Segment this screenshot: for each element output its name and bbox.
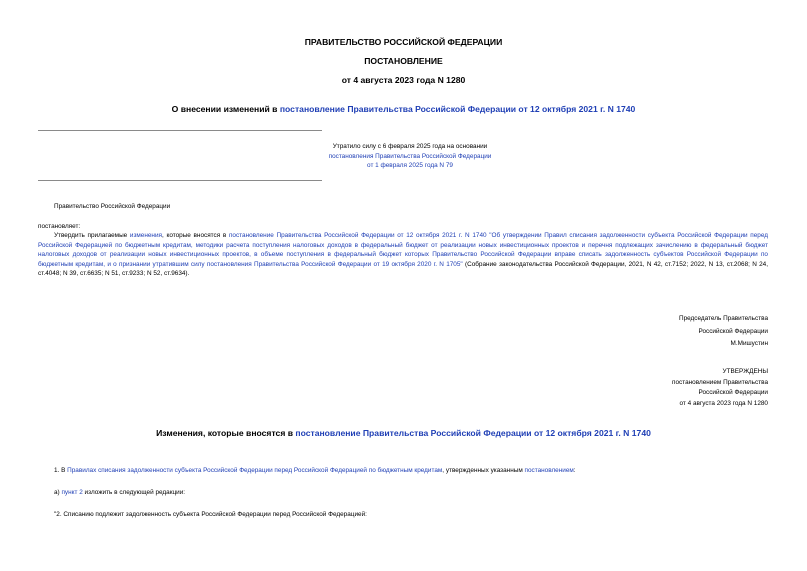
document-type: ПОСТАНОВЛЕНИЕ xyxy=(364,56,443,66)
item-1-text-3: : xyxy=(573,467,576,474)
document-title xyxy=(0,104,807,114)
bottom-divider xyxy=(38,180,322,181)
signature-name: М.Мишустин xyxy=(730,340,768,347)
signature-position-1: Председатель Правительства xyxy=(679,315,768,322)
item-a xyxy=(54,488,185,498)
item-a-text-1: а) xyxy=(54,489,62,496)
issuing-authority: Правительство Российской Федерации xyxy=(54,203,171,210)
lost-force-note xyxy=(260,142,560,171)
paragraph-text-2: , которые вносятся в xyxy=(162,232,229,239)
approved-l1: УТВЕРЖДЕНЫ xyxy=(722,368,768,375)
title-amended-resolution-link[interactable]: постановление Правительства Российской Федерации от 12 октября 2021 г. N 1740 xyxy=(279,104,636,114)
signature-position-2: Российской Федерации xyxy=(698,327,768,335)
top-divider xyxy=(38,130,322,131)
lost-force-link-line3[interactable]: от 1 февраля 2025 года N 79 xyxy=(367,162,453,169)
quoted-point-2: "2. Списанию подлежит задолженность субъекта Российской Федерации перед Российской Федерацией: xyxy=(54,511,367,518)
signature-block xyxy=(560,314,768,349)
approved-l2: постановлением Правительства xyxy=(672,378,768,386)
changes-title-prefix: Изменения, которые вносятся в xyxy=(156,428,296,438)
lost-force-line1: Утратило силу с 6 февраля 2025 года на основании xyxy=(332,143,488,150)
item-a-text-2: изложить в следующей редакции: xyxy=(82,489,186,496)
rules-link[interactable]: Правилах списания задолженности субъекта Российской Федерации перед Российской Федерацией по бюджетным кредитам xyxy=(67,467,443,474)
title-prefix: О внесении изменений в xyxy=(171,104,280,114)
changes-title-link[interactable]: постановление Правительства Российской Федерации от 12 октября 2021 г. N 1740 xyxy=(295,428,651,438)
item-1-text-1: 1. В xyxy=(54,467,68,474)
government-heading: ПРАВИТЕЛЬСТВО РОССИЙСКОЙ ФЕДЕРАЦИИ xyxy=(304,37,503,47)
item-1 xyxy=(54,466,768,476)
paragraph-text-3: (Собрание законодательства Российской Федерации, 2021, N 42, ст.7152; 2022, N 13, ст.2068; N 24, ст.4048; N 39, ст.6635; N 51, ст.9233; N 52, ст.9634). xyxy=(38,260,768,277)
point-2-link[interactable]: пункт 2 xyxy=(61,489,83,496)
resolution-link[interactable]: постановлением xyxy=(524,467,574,474)
changes-link[interactable]: изменения xyxy=(129,232,162,239)
changes-title xyxy=(0,428,807,438)
lost-force-link-line2[interactable]: постановления Правительства Российской Федерации xyxy=(328,152,492,160)
resolution-1740-link[interactable]: постановление Правительства Российской Федерации от 12 октября 2021 г. N 1740 "Об утверждении Правил списания задолженности субъекта Российской Федерации перед Российской Федерацией по бюджетным кредитам, методики расчета поступления налоговых доходов в федеральный бюджет от реализации новых инвестиционных проектов и перечня подлежащих зачислению в федеральный бюджет налоговых доходов от реализации новых инвестиционных проектов, в объеме поступления в федеральный бюджет которых Правительство Российской Федерации вправе списать задолженность субъектов Российской Федерации по бюджетным кредитам, и о признании утратившим силу постановления Правительства Российской Федерации от 19 октября 2020 г. N 1705" xyxy=(38,232,768,268)
approved-block xyxy=(560,367,768,408)
approved-l4: от 4 августа 2023 года N 1280 xyxy=(679,399,768,407)
approved-l3: Российской Федерации xyxy=(698,389,768,396)
decides-word: постановляет: xyxy=(38,223,81,230)
item-1-text-2: , утвержденных указанным xyxy=(442,467,525,474)
paragraph-text-1: Утвердить прилагаемые xyxy=(54,232,130,239)
document-date-number: от 4 августа 2023 года N 1280 xyxy=(341,75,466,85)
main-paragraph xyxy=(38,231,768,279)
